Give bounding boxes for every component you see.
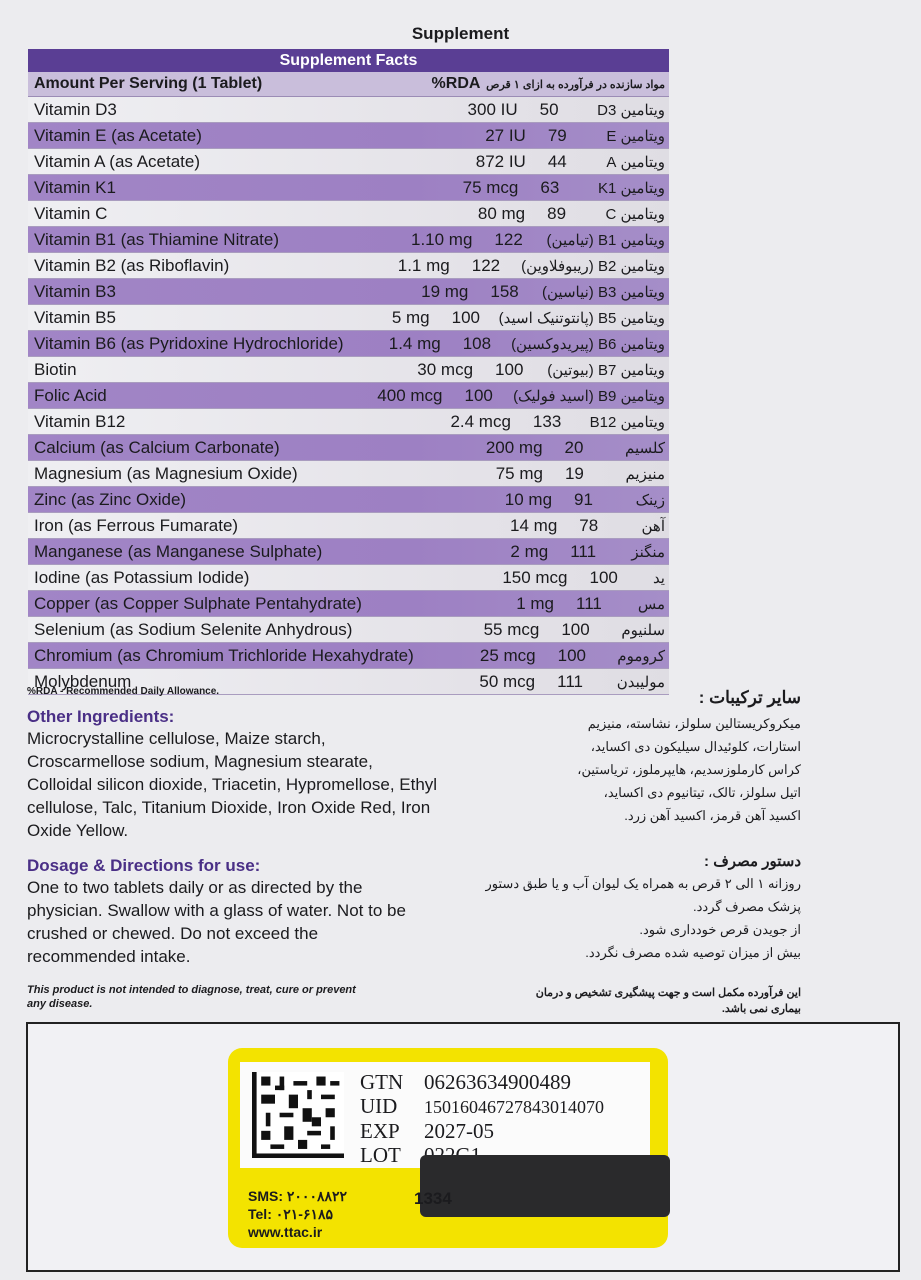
nutrient-amount: 1.10 mg xyxy=(410,229,473,249)
nutrient-amount: 50 mcg xyxy=(479,671,536,691)
nutrient-name-fa: کروموم xyxy=(617,647,666,665)
nutrient-rda: 122 xyxy=(471,255,501,275)
nutrient-amount: 5 mg xyxy=(391,307,430,327)
nutrient-name-fa: سلنیوم xyxy=(621,621,666,639)
nutrient-name: Biotin xyxy=(34,359,77,379)
nutrient-amount: 2.4 mcg xyxy=(450,411,511,431)
nutrient-name: Vitamin B12 xyxy=(34,411,126,431)
nutrient-rda: 133 xyxy=(532,411,562,431)
nutrient-amount: 1 mg xyxy=(516,593,555,613)
nutrient-name-fa: ید xyxy=(652,569,665,587)
table-row xyxy=(28,253,669,279)
nutrient-name-fa: ویتامین E xyxy=(606,127,665,145)
nutrient-rda: 63 xyxy=(540,177,560,197)
uid-line xyxy=(360,1094,604,1119)
fa-other-ingredients-text xyxy=(481,712,801,827)
nutrient-name: Molybdenum xyxy=(34,671,132,691)
gtn-line xyxy=(360,1070,604,1094)
dosage-line: recommended intake. xyxy=(27,947,191,966)
sticker-contact xyxy=(248,1187,347,1241)
nutrient-rda: 108 xyxy=(462,333,492,353)
fa-other-ingredients-heading: سایر ترکیبات : xyxy=(698,688,801,707)
nutrient-name: Zinc (as Zinc Oxide) xyxy=(34,489,187,509)
nutrient-name-fa: منگنز xyxy=(631,543,665,561)
nutrient-name-fa: مولیبدن xyxy=(616,673,665,691)
nutrient-name: Manganese (as Manganese Sulphate) xyxy=(34,541,323,561)
ingredients-line: Microcrystalline cellulose, Maize starch, xyxy=(27,729,326,748)
table-row xyxy=(28,513,669,539)
nutrient-rda: 44 xyxy=(547,151,567,171)
rda-note: %RDA - Recommended Daily Allowance. xyxy=(27,686,220,697)
fa-dosage-line: از جویدن قرص خودداری شود. xyxy=(639,922,801,937)
nutrient-name-fa: ویتامین B7 (بیوتین) xyxy=(547,361,665,379)
facts-header-row xyxy=(28,72,669,97)
nutrient-amount: 1.4 mg xyxy=(388,333,441,353)
nutrient-name: Chromium (as Chromium Trichloride Hexahydrate) xyxy=(34,645,414,665)
fa-dosage-line: روزانه ۱ الی ۲ قرص به همراه یک لیوان آب و یا طبق دستور xyxy=(485,876,801,891)
sticker-code-area xyxy=(240,1062,650,1168)
nutrient-amount: 75 mg xyxy=(495,463,543,483)
fa-ingredients-line: میکروکریستالین سلولز، نشاسته، منیزیم xyxy=(587,716,801,731)
nutrient-rda: 122 xyxy=(494,229,523,249)
table-row xyxy=(28,201,669,227)
nutrient-name-fa: ویتامین B5 (پانتوتنیک اسید) xyxy=(498,309,665,327)
amount-per-serving-header: Amount Per Serving (1 Tablet) xyxy=(34,75,263,92)
nutrient-name-fa: ویتامین B12 xyxy=(589,413,665,431)
nutrient-amount: 150 mcg xyxy=(502,567,568,587)
fa-disclaimer-line: بیماری نمی باشد. xyxy=(721,1003,801,1015)
ingredients-line: Croscarmellose sodium, Magnesium stearate, xyxy=(27,752,373,771)
disclaimer-line: This product is not intended to diagnose, treat, cure or prevent xyxy=(27,984,356,996)
table-row xyxy=(28,409,669,435)
table-row xyxy=(28,487,669,513)
nutrient-amount: 25 mcg xyxy=(479,645,536,665)
dosage-line: physician. Swallow with a glass of water. Not to be xyxy=(27,901,406,920)
table-row xyxy=(28,123,669,149)
nutrient-name-fa: ویتامین A xyxy=(606,153,665,171)
nutrient-amount: 872 IU xyxy=(475,151,526,171)
dosage-text xyxy=(27,876,507,968)
nutrient-name: Vitamin A (as Acetate) xyxy=(34,151,200,171)
sms-number: SMS: ۲۰۰۰۸۸۲۲ xyxy=(248,1188,348,1204)
nutrient-rda: 91 xyxy=(574,489,593,509)
dosage-heading: Dosage & Directions for use: xyxy=(27,856,261,875)
nutrient-name-fa: کلسیم xyxy=(625,439,665,457)
nutrient-amount: 14 mg xyxy=(510,515,558,535)
nutrient-name: Vitamin C xyxy=(34,203,108,223)
scratch-strip xyxy=(420,1155,670,1217)
table-row xyxy=(28,149,669,175)
website-link[interactable]: www.ttac.ir xyxy=(248,1224,323,1240)
nutrient-amount: 27 IU xyxy=(485,125,526,145)
exp-label: EXP xyxy=(360,1119,400,1143)
table-row xyxy=(28,357,669,383)
nutrient-name: Calcium (as Calcium Carbonate) xyxy=(34,437,280,457)
tel-number: Tel: ۰۲۱-۶۱۸۵ xyxy=(248,1206,334,1222)
nutrient-rda: 111 xyxy=(570,541,597,561)
nutrient-amount: 19 mg xyxy=(421,281,469,301)
nutrient-name-fa: آهن xyxy=(641,517,665,535)
fa-dosage-line: پزشک مصرف گردد. xyxy=(693,899,801,914)
nutrient-amount: 2 mg xyxy=(510,541,549,561)
nutrient-name-fa: ویتامین B2 (ریبوفلاوین) xyxy=(521,257,665,275)
nutrient-amount: 30 mcg xyxy=(417,359,474,379)
nutrient-name-fa: ویتامین B1 (تیامین) xyxy=(546,231,665,249)
uid-label: UID xyxy=(360,1094,398,1118)
fa-ingredients-line: اتیل سلولز، تالک، تیتانیوم دی اکساید، xyxy=(603,785,801,800)
dosage-line: One to two tablets daily or as directed by the xyxy=(27,878,363,897)
batch-number: 1334 xyxy=(414,1189,452,1208)
nutrient-amount: 75 mcg xyxy=(462,177,519,197)
gtn-value: 06263634900489 xyxy=(424,1070,571,1094)
nutrient-name: Vitamin D3 xyxy=(34,99,117,119)
table-row xyxy=(28,227,669,253)
nutrient-name: Iron (as Ferrous Fumarate) xyxy=(34,515,239,535)
nutrient-name: Vitamin B6 (as Pyridoxine Hydrochloride) xyxy=(34,333,344,353)
table-row xyxy=(28,643,669,669)
table-row xyxy=(28,591,669,617)
fa-disclaimer-line: این فرآورده مکمل است و جهت پیشگیری تشخیص و درمان xyxy=(535,987,801,999)
nutrient-rda: 19 xyxy=(564,463,584,483)
nutrient-rda: 89 xyxy=(547,203,567,223)
nutrient-rda: 79 xyxy=(547,125,567,145)
nutrient-amount: 55 mcg xyxy=(483,619,540,639)
table-row xyxy=(28,279,669,305)
fa-ingredients-line: اکسید آهن قرمز، اکسید آهن زرد. xyxy=(624,808,801,823)
nutrient-name: Vitamin B3 xyxy=(34,281,116,301)
persian-header: مواد سازنده در فرآورده به ازای ۱ قرص xyxy=(486,78,665,91)
fa-dosage-line: بیش از میزان توصیه شده مصرف نگردد. xyxy=(585,945,801,960)
dosage-line: crushed or chewed. Do not exceed the xyxy=(27,924,319,943)
nutrient-name: Folic Acid xyxy=(34,385,107,405)
nutrient-amount: 300 IU xyxy=(467,99,518,119)
supplement-facts-table xyxy=(28,49,669,695)
facts-rows xyxy=(28,97,669,695)
nutrient-name: Copper (as Copper Sulphate Pentahydrate) xyxy=(34,593,362,613)
other-ingredients-heading: Other Ingredients: xyxy=(27,707,175,726)
nutrient-name: Vitamin K1 xyxy=(34,177,116,197)
ingredients-line: Colloidal silicon dioxide, Triacetin, Hypromellose, Ethyl xyxy=(27,775,438,794)
table-row xyxy=(28,461,669,487)
nutrient-name: Vitamin B1 (as Thiamine Nitrate) xyxy=(34,229,280,249)
ingredients-line: cellulose, Talc, Titanium Dioxide, Iron Oxide Red, Iron xyxy=(27,798,431,817)
datamatrix-code-icon xyxy=(252,1072,344,1158)
nutrient-rda: 20 xyxy=(564,437,584,457)
uid-value: 15016046727843014070 xyxy=(424,1097,604,1117)
nutrient-amount: 1.1 mg xyxy=(397,255,450,275)
nutrient-rda: 100 xyxy=(557,645,587,665)
nutrient-rda: 50 xyxy=(539,99,559,119)
nutrient-name: Selenium (as Sodium Selenite Anhydrous) xyxy=(34,619,353,639)
table-row xyxy=(28,435,669,461)
nutrient-rda: 100 xyxy=(464,385,493,405)
table-row xyxy=(28,617,669,643)
nutrient-rda: 111 xyxy=(557,671,583,691)
fa-ingredients-line: استارات، کلوئیدال سیلیکون دی اکساید، xyxy=(590,739,801,754)
fa-disclaimer xyxy=(481,985,801,1017)
nutrient-name-fa: مس xyxy=(637,595,665,613)
nutrient-rda: 111 xyxy=(576,593,602,613)
nutrient-name: Magnesium (as Magnesium Oxide) xyxy=(34,463,298,483)
nutrient-amount: 10 mg xyxy=(504,489,553,509)
table-row xyxy=(28,305,669,331)
nutrient-rda: 158 xyxy=(490,281,519,301)
nutrient-name-fa: ویتامین B9 (اسید فولیک) xyxy=(513,387,665,405)
nutrient-amount: 80 mg xyxy=(477,203,526,223)
nutrient-name: Vitamin B2 (as Riboflavin) xyxy=(34,255,230,275)
nutrient-name-fa: ویتامین B6 (پیریدوکسین) xyxy=(511,335,665,353)
nutrient-rda: 100 xyxy=(451,307,480,327)
other-ingredients-text xyxy=(27,727,507,842)
table-row xyxy=(28,539,669,565)
table-row xyxy=(28,97,669,123)
sticker-codes xyxy=(360,1070,604,1167)
nutrient-rda: 100 xyxy=(589,567,618,587)
ingredients-line: Oxide Yellow. xyxy=(27,821,129,840)
table-row xyxy=(28,175,669,201)
nutrient-name-fa: ویتامین K1 xyxy=(597,179,665,197)
table-row xyxy=(28,383,669,409)
disclaimer xyxy=(27,983,457,1011)
gtn-label: GTN xyxy=(360,1070,404,1094)
table-row xyxy=(28,331,669,357)
nutrient-name-fa: منیزیم xyxy=(625,465,665,483)
nutrient-name: Vitamin B5 xyxy=(34,307,116,327)
facts-title: Supplement Facts xyxy=(28,49,669,72)
nutrient-name: Iodine (as Potassium Iodide) xyxy=(34,567,250,587)
nutrient-rda: 78 xyxy=(579,515,599,535)
lot-label: LOT xyxy=(360,1143,401,1167)
nutrient-amount: 200 mg xyxy=(485,437,543,457)
nutrient-rda: 100 xyxy=(561,619,590,639)
fa-ingredients-line: کراس کارملوزسدیم، هایپرملوز، تریاستین، xyxy=(577,762,801,777)
exp-value: 2027-05 xyxy=(424,1119,494,1143)
nutrient-name-fa: زینک xyxy=(635,491,665,509)
page-title: Supplement xyxy=(411,24,510,43)
fa-dosage-heading: دستور مصرف : xyxy=(704,853,801,870)
nutrient-name-fa: ویتامین D3 xyxy=(597,101,665,119)
nutrient-rda: 100 xyxy=(495,359,524,379)
exp-line xyxy=(360,1119,604,1143)
fa-dosage-text xyxy=(481,872,801,964)
nutrient-name: Vitamin E (as Acetate) xyxy=(34,125,202,145)
table-row xyxy=(28,565,669,591)
disclaimer-line: any disease. xyxy=(27,998,93,1010)
nutrient-amount: 400 mcg xyxy=(377,385,443,405)
rda-header: %RDA xyxy=(431,75,481,92)
nutrient-name-fa: ویتامین B3 (نیاسین) xyxy=(542,283,665,301)
nutrient-name-fa: ویتامین C xyxy=(605,205,665,223)
